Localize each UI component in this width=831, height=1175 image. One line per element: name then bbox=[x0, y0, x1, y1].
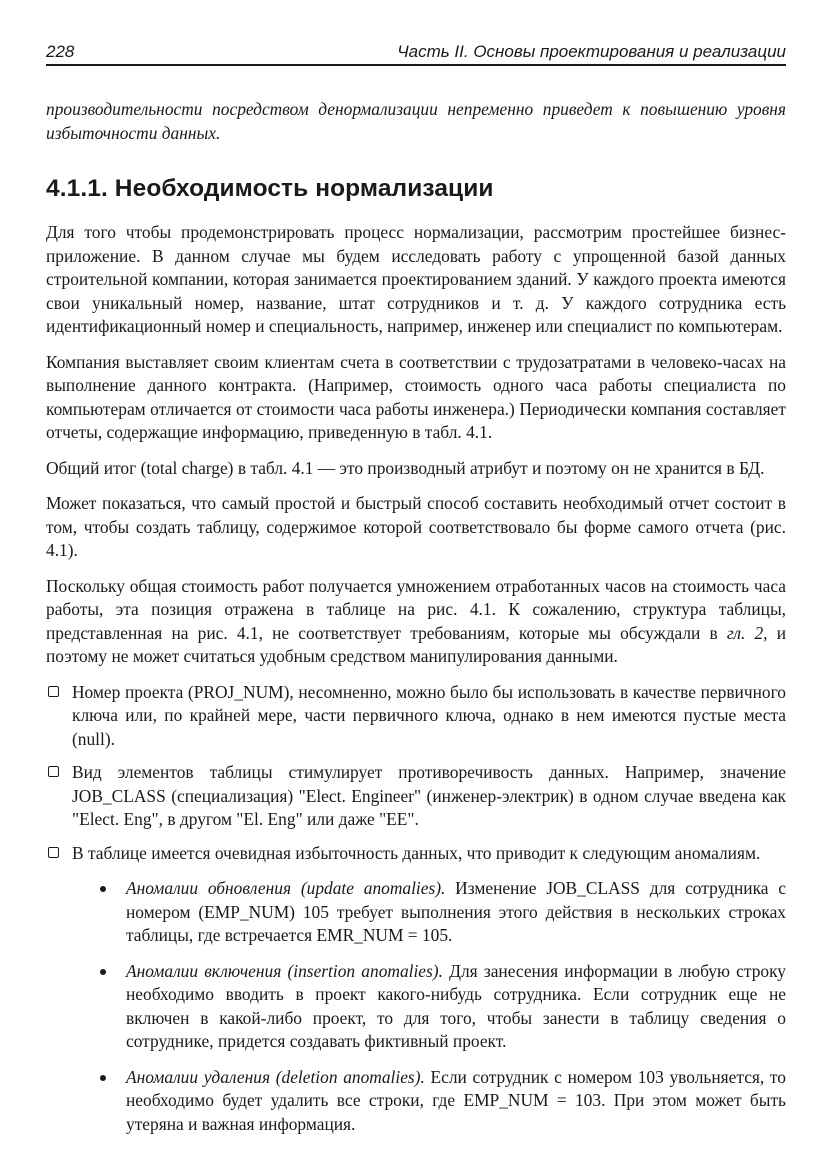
anomaly-text: Для занесения информации в любую строку необходимо вводить в проект какого-нибудь сотрудника. Если сотрудник еще не включен в какой-либо проект, то для того, чтобы занести в таблицу сведения о сотруднике, придется создавать фиктивный проект. bbox=[126, 960, 787, 1051]
anomaly-text: Изменение JOB_CLASS для сотрудника с номером (EMP_NUM) 105 требует выполнения этого действия в нескольких строках таблицы, где встречается EMR_NUM = 105. bbox=[126, 878, 786, 945]
book-page bbox=[46, 36, 786, 1148]
anomaly-term: Аномалии удаления (deletion anomalies). bbox=[126, 1066, 425, 1087]
page-number: 228 bbox=[46, 42, 75, 61]
list-item-text: Вид элементов таблицы стимулирует противоречивость данных. Например, значение JOB_CLASS (специализация) "Elect. Engineer" (инженер-электрик) в одном случае введена как "Elect. Eng", в другом "El. Eng" или даже "EE". bbox=[72, 762, 786, 829]
list-item bbox=[72, 1066, 786, 1137]
section-title: 4.1.1. Необходимость нормализации bbox=[46, 175, 494, 202]
paragraph-text: и поэтому не может считаться удобным средством манипулирования данными. bbox=[46, 622, 786, 666]
anomaly-term: Аномалии включения (insertion anomalies). bbox=[126, 960, 443, 981]
checkbox-bullet-icon bbox=[48, 686, 59, 697]
paragraph bbox=[46, 575, 786, 669]
running-header bbox=[46, 36, 786, 66]
list-item bbox=[46, 681, 786, 752]
checkbox-bullet-icon bbox=[48, 766, 59, 777]
paragraph: Может показаться, что самый простой и быстрый способ составить необходимый отчет состоит в том, чтобы создать таблицу, содержимое которой соответствовало бы форме самого отчета (рис. 4.1). bbox=[46, 493, 786, 560]
issues-list bbox=[46, 681, 786, 1137]
anomaly-term: Аномалии обновления (update anomalies). bbox=[126, 878, 446, 898]
list-item bbox=[46, 842, 786, 1137]
paragraph: Для того чтобы продемонстрировать процесс нормализации, рассмотрим простейшее бизнес-приложение. В данном случае мы будем исследовать работу с упрощенной базой данных строительной компании, которая занимается проектированием зданий. У каждого проекта имеются свои уникальный номер, название, штат сотрудников и т. д. У каждого сотрудника есть идентификационный номер и специальность, например, инженер или специалист по компьютерам. bbox=[46, 222, 786, 336]
list-item-text: Номер проекта (PROJ_NUM), несомненно, можно было бы использовать в качестве первичного ключа или, по крайней мере, части первичного ключа, однако в нем имеются пустые места (null). bbox=[72, 681, 786, 749]
bullet-icon bbox=[100, 886, 106, 892]
list-item bbox=[46, 761, 786, 832]
lead-paragraph: производительности посредством денормализации непременно приведет к повышению уровня избыточности данных. bbox=[46, 99, 786, 143]
checkbox-bullet-icon bbox=[48, 847, 59, 858]
bullet-icon bbox=[100, 1075, 106, 1081]
list-item bbox=[72, 877, 786, 948]
anomalies-list bbox=[72, 877, 786, 1136]
list-item-text: В таблице имеется очевидная избыточность данных, что приводит к следующим аномалиям. bbox=[72, 842, 761, 863]
bullet-icon bbox=[100, 969, 106, 975]
chapter-reference: гл. 2, bbox=[726, 622, 768, 643]
running-title: Часть II. Основы проектирования и реализации bbox=[397, 42, 786, 61]
paragraph: Общий итог (total charge) в табл. 4.1 — это производный атрибут и поэтому он не хранится в БД. bbox=[46, 457, 765, 478]
paragraph-text: Поскольку общая стоимость работ получается умножением отработанных часов на стоимость часа работы, эта позиция отражена в таблице на рис. 4.1. К сожалению, структура таблицы, представленная на рис. 4.1, не соответствует требованиям, которые мы обсуждали в bbox=[46, 575, 786, 643]
list-item bbox=[72, 960, 786, 1054]
paragraph: Компания выставляет своим клиентам счета в соответствии с трудозатратами в человеко-часах на выполнение данного контракта. (Например, стоимость одного часа работы специалиста по компьютерам отличается от стоимости часа работы инженера.) Периодически компания составляет отчеты, содержащие информацию, приведенную в табл. 4.1. bbox=[46, 351, 786, 442]
body-text bbox=[46, 221, 786, 1136]
anomaly-text: Если сотрудник с номером 103 увольняется, то необходимо будет удалить все строки, где EMP_NUM = 103. При этом может быть утеряна и важная информация. bbox=[126, 1066, 787, 1134]
